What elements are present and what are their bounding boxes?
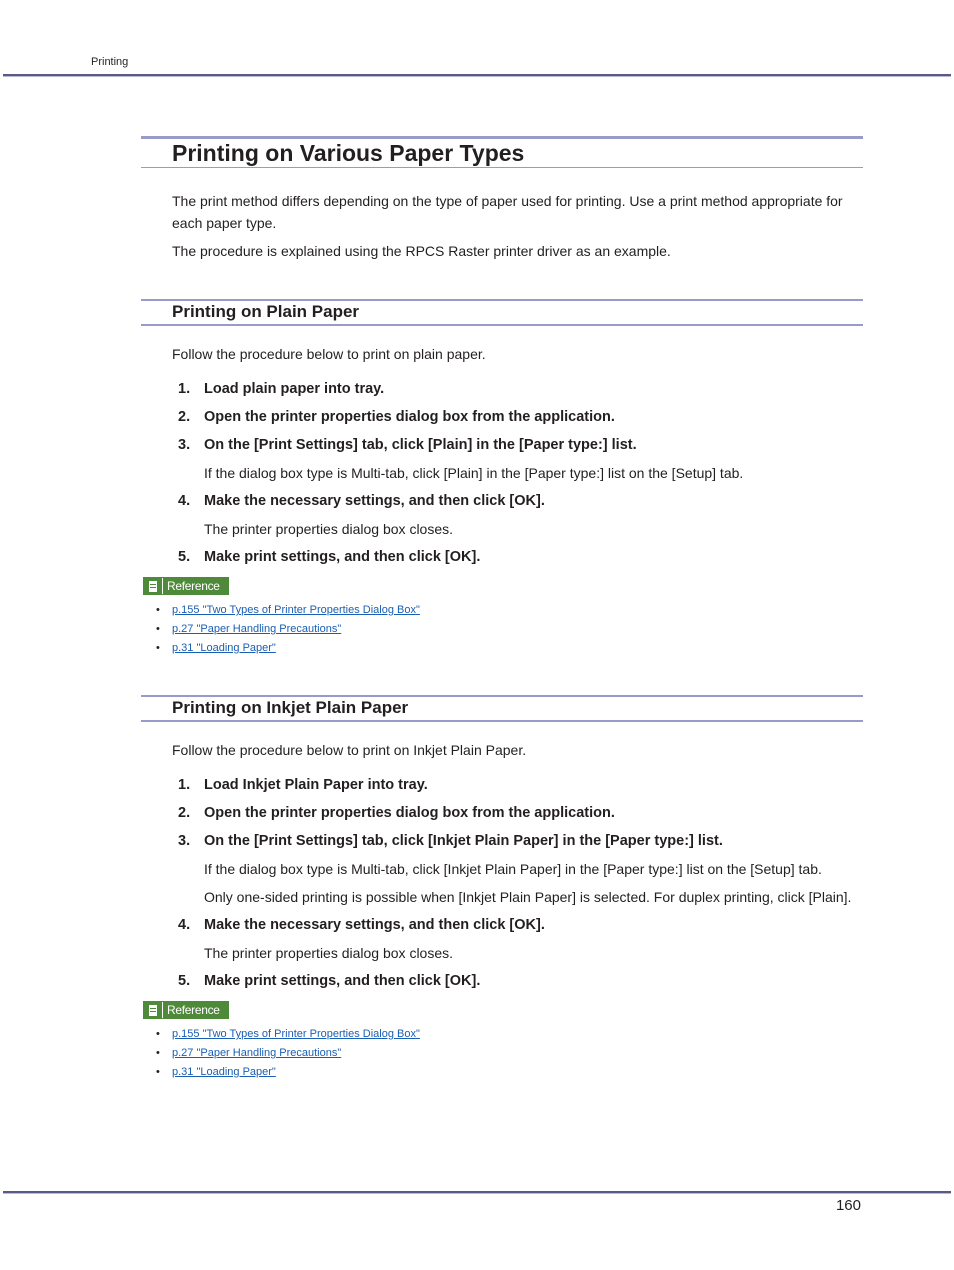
reference-item bbox=[156, 620, 420, 639]
document-icon bbox=[144, 1002, 162, 1018]
running-header: Printing bbox=[91, 56, 129, 68]
page-title: Printing on Various Paper Types bbox=[172, 140, 525, 166]
section-heading: Printing on Inkjet Plain Paper bbox=[172, 698, 409, 717]
step-text: Load plain paper into tray. bbox=[204, 381, 385, 397]
bullet-icon: • bbox=[156, 623, 160, 635]
step-item bbox=[178, 831, 723, 851]
reference-link[interactable]: p.155 "Two Types of Printer Properties Dialog Box" bbox=[172, 604, 420, 616]
step-text: On the [Print Settings] tab, click [Inkjet Plain Paper] in the [Paper type:] list. bbox=[204, 833, 723, 849]
reference-link[interactable]: p.27 "Paper Handling Precautions" bbox=[172, 623, 342, 635]
step-item bbox=[178, 775, 428, 795]
step-item bbox=[178, 379, 384, 399]
step-number: 5. bbox=[178, 973, 191, 989]
bullet-icon: • bbox=[156, 1066, 160, 1078]
step-note: Only one-sided printing is possible when [Inkjet Plain Paper] is selected. For duplex printing, click [Plain]. bbox=[204, 889, 852, 905]
step-item bbox=[178, 971, 480, 991]
step-text: Make the necessary settings, and then click [OK]. bbox=[204, 493, 545, 509]
bullet-icon: • bbox=[156, 1047, 160, 1059]
step-text: On the [Print Settings] tab, click [Plain] in the [Paper type:] list. bbox=[204, 437, 637, 453]
reference-badge bbox=[143, 1001, 229, 1019]
section-heading-box bbox=[141, 695, 863, 722]
section-lead: Follow the procedure below to print on Inkjet Plain Paper. bbox=[172, 742, 527, 758]
reference-item bbox=[156, 639, 420, 658]
reference-link[interactable]: p.31 "Loading Paper" bbox=[172, 1066, 276, 1078]
step-number: 2. bbox=[178, 805, 191, 821]
step-text: Open the printer properties dialog box from the application. bbox=[204, 409, 615, 425]
step-item bbox=[178, 491, 545, 511]
reference-item bbox=[156, 601, 420, 620]
document-icon bbox=[144, 578, 162, 594]
step-number: 3. bbox=[178, 437, 191, 453]
page-number: 160 bbox=[835, 1197, 861, 1214]
step-number: 4. bbox=[178, 917, 191, 933]
reference-badge bbox=[143, 577, 229, 595]
step-item bbox=[178, 547, 480, 567]
section-heading: Printing on Plain Paper bbox=[172, 302, 360, 321]
step-text: Make print settings, and then click [OK]. bbox=[204, 549, 481, 565]
section-heading-box bbox=[141, 299, 863, 326]
step-item bbox=[178, 915, 545, 935]
reference-link[interactable]: p.155 "Two Types of Printer Properties Dialog Box" bbox=[172, 1028, 420, 1040]
step-number: 5. bbox=[178, 549, 191, 565]
reference-item bbox=[156, 1044, 420, 1063]
step-note: The printer properties dialog box closes. bbox=[204, 521, 454, 537]
step-note: If the dialog box type is Multi-tab, click [Inkjet Plain Paper] in the [Paper type:] list on the [Setup] tab. bbox=[204, 861, 822, 877]
step-text: Load Inkjet Plain Paper into tray. bbox=[204, 777, 428, 793]
step-item bbox=[178, 435, 637, 455]
step-item bbox=[178, 803, 615, 823]
bullet-icon: • bbox=[156, 1028, 160, 1040]
step-item bbox=[178, 407, 615, 427]
step-note: The printer properties dialog box closes. bbox=[204, 945, 454, 961]
reference-item bbox=[156, 1025, 420, 1044]
section-lead: Follow the procedure below to print on plain paper. bbox=[172, 346, 486, 362]
step-number: 1. bbox=[178, 777, 191, 793]
bullet-icon: • bbox=[156, 604, 160, 616]
intro-paragraph-2: The procedure is explained using the RPCS Raster printer driver as an example. bbox=[172, 243, 671, 259]
step-text: Make print settings, and then click [OK]. bbox=[204, 973, 481, 989]
reference-list bbox=[156, 1025, 420, 1082]
step-note: If the dialog box type is Multi-tab, click [Plain] in the [Paper type:] list on the [Setup] tab. bbox=[204, 465, 744, 481]
page-title-box bbox=[141, 136, 863, 168]
header-rule bbox=[3, 74, 951, 77]
step-text: Open the printer properties dialog box from the application. bbox=[204, 805, 615, 821]
step-text: Make the necessary settings, and then click [OK]. bbox=[204, 917, 545, 933]
bullet-icon: • bbox=[156, 642, 160, 654]
reference-link[interactable]: p.31 "Loading Paper" bbox=[172, 642, 276, 654]
reference-list bbox=[156, 601, 420, 658]
reference-item bbox=[156, 1063, 420, 1082]
footer-rule bbox=[3, 1191, 951, 1194]
reference-label: Reference bbox=[163, 578, 228, 594]
step-number: 4. bbox=[178, 493, 191, 509]
step-number: 1. bbox=[178, 381, 191, 397]
step-number: 2. bbox=[178, 409, 191, 425]
intro-paragraph-1: The print method differs depending on the type of paper used for printing. Use a print method appropriate for each paper type. bbox=[172, 193, 843, 231]
reference-link[interactable]: p.27 "Paper Handling Precautions" bbox=[172, 1047, 342, 1059]
step-number: 3. bbox=[178, 833, 191, 849]
reference-label: Reference bbox=[163, 1002, 228, 1018]
